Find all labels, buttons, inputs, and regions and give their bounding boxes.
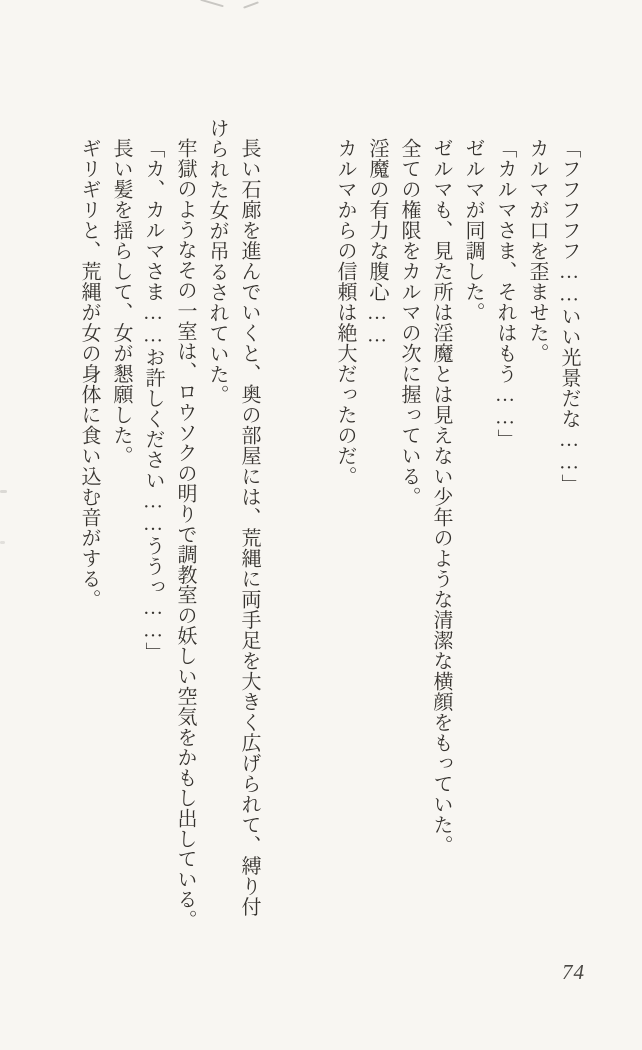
paragraph: 牢獄のようなその一室は、ロウソクの明りで調教室の妖しい空気をかもし出している。 [174,138,196,930]
page-text [73,118,585,933]
scan-artifact [200,0,224,7]
paragraph: 「フフフフフ……いい光景だな……」 [558,138,580,495]
paragraph: 「カルマさま、それはもう……」 [494,138,516,450]
paragraph: ゼルマも、見た所は淫魔とは見えない少年のような清潔な横顔をもっていた。 [430,138,452,856]
scan-artifact [0,541,5,544]
paragraph: カルマからの信頼は絶大だったのだ。 [334,138,356,487]
paragraph: 長い髪を揺らして、女が懇願した。 [110,138,132,466]
paragraph: 長い石廊を進んでいくと、奥の部屋には、荒縄に両手足を大きく広げられて、縛り付けられた女が吊るされていた。 [206,118,260,917]
paragraph: 全ての権限をカルマの次に握っている。 [398,138,420,507]
paragraph: ゼルマが同調した。 [462,138,484,323]
paragraph: カルマが口を歪ませた。 [526,138,548,364]
scan-artifact [243,1,259,8]
scan-artifact [0,490,7,493]
page-number: 74 [562,960,585,984]
paragraph: 淫魔の有力な腹心…… [366,138,388,347]
paragraph: 「カ、カルマさま……お許しください……ううっ……」 [142,138,164,663]
paragraph: ギリギリと、荒縄が女の身体に食い込む音がする。 [78,138,100,610]
